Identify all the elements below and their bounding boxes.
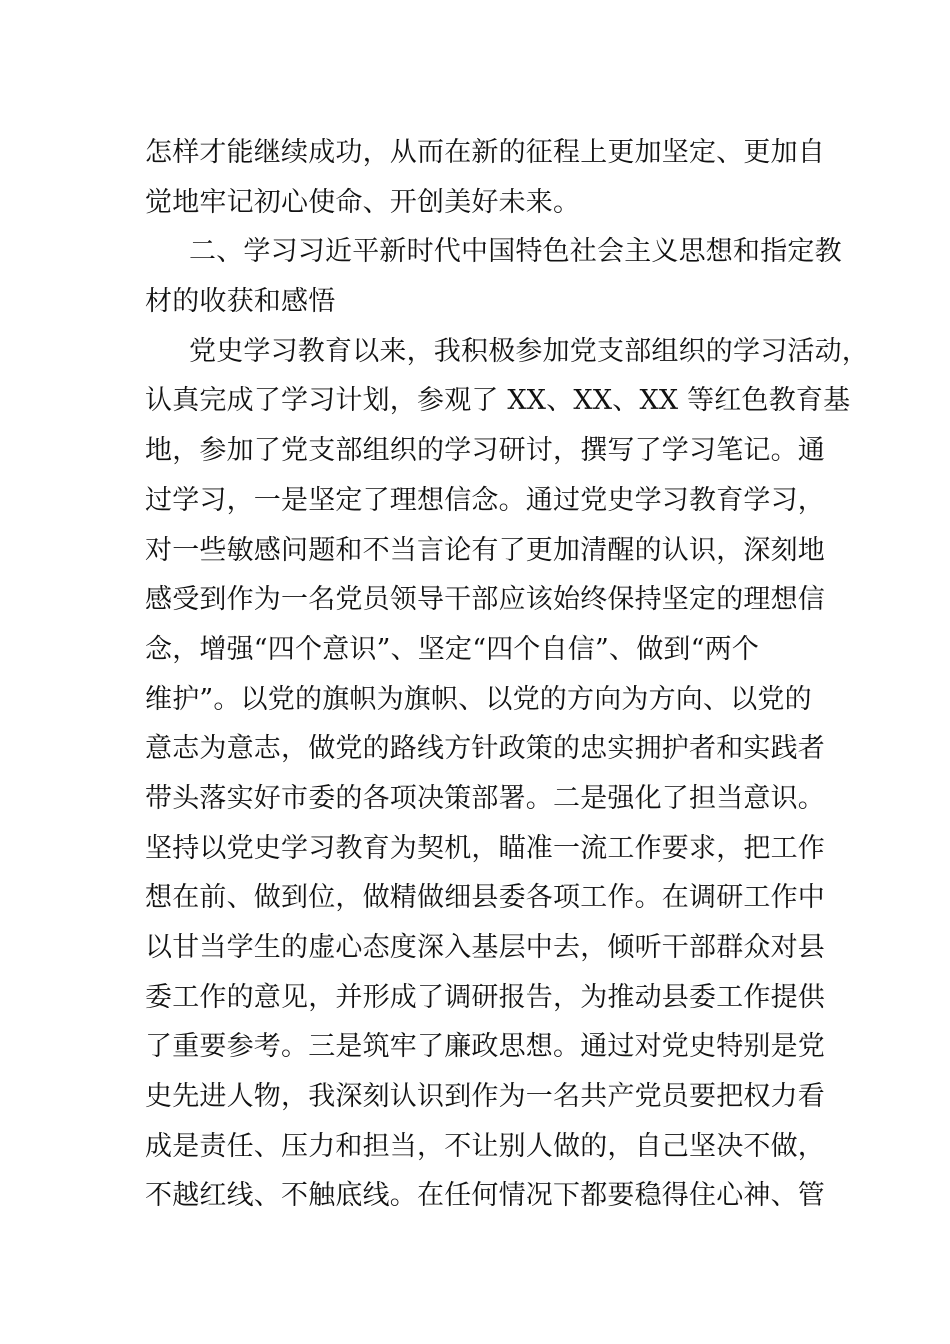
text-line-10: 感受到作为一名党员领导干部应该始终保持坚定的理想信 [145, 584, 825, 616]
document-body [145, 128, 869, 1221]
text-line-14: 带头落实好市委的各项决策部署。二是强化了担当意识。 [145, 782, 825, 814]
text-line-16: 想在前、做到位，做精做细县委各项工作。在调研工作中 [145, 882, 825, 914]
text-line-7: 地，参加了党支部组织的学习研讨，撰写了学习笔记。通 [145, 435, 825, 467]
text-line-22: 不越红线、不触底线。在任何情况下都要稳得住心神、管 [145, 1180, 825, 1212]
text-line-18: 委工作的意见，并形成了调研报告，为推动县委工作提供 [145, 981, 825, 1013]
text-line-1: 怎样才能继续成功，从而在新的征程上更加坚定、更加自 [145, 137, 825, 168]
text-line-9: 对一些敏感问题和不当言论有了更加清醒的认识，深刻地 [145, 534, 825, 566]
text-line-2: 觉地牢记初心使命、开创美好未来。 [145, 186, 581, 218]
text-line-17: 以甘当学生的虚心态度深入基层中去，倾听干部群众对县 [145, 932, 825, 963]
text-line-15: 坚持以党史学习教育为契机，瞄准一流工作要求，把工作 [145, 832, 825, 864]
text-line-8: 过学习，一是坚定了理想信念。通过党史学习教育学习， [145, 484, 825, 516]
text-line-19: 了重要参考。三是筑牢了廉政思想。通过对党史特别是党 [145, 1031, 825, 1063]
section-heading-line-1: 二、学习习近平新时代中国特色社会主义思想和指定教 [189, 236, 842, 268]
text-line-13: 意志为意志，做党的路线方针政策的忠实拥护者和实践者 [145, 733, 825, 765]
text-line-6: 认真完成了学习计划，参观了 XX、XX、XX 等红色教育基 [145, 385, 851, 417]
text-line-21: 成是责任、压力和担当，不让别人做的，自己坚决不做， [145, 1130, 825, 1162]
text-line-11: 念，增强“四个意识”、坚定“四个自信”、做到“两个 [145, 633, 760, 665]
text-line-12: 维护”。以党的旗帜为旗帜、以党的方向为方向、以党的 [145, 683, 812, 715]
section-heading-line-2: 材的收获和感悟 [145, 286, 336, 318]
text-line-20: 史先进人物，我深刻认识到作为一名共产党员要把权力看 [145, 1081, 825, 1113]
paragraph-start-line: 党史学习教育以来，我积极参加党支部组织的学习活动， [189, 335, 869, 367]
